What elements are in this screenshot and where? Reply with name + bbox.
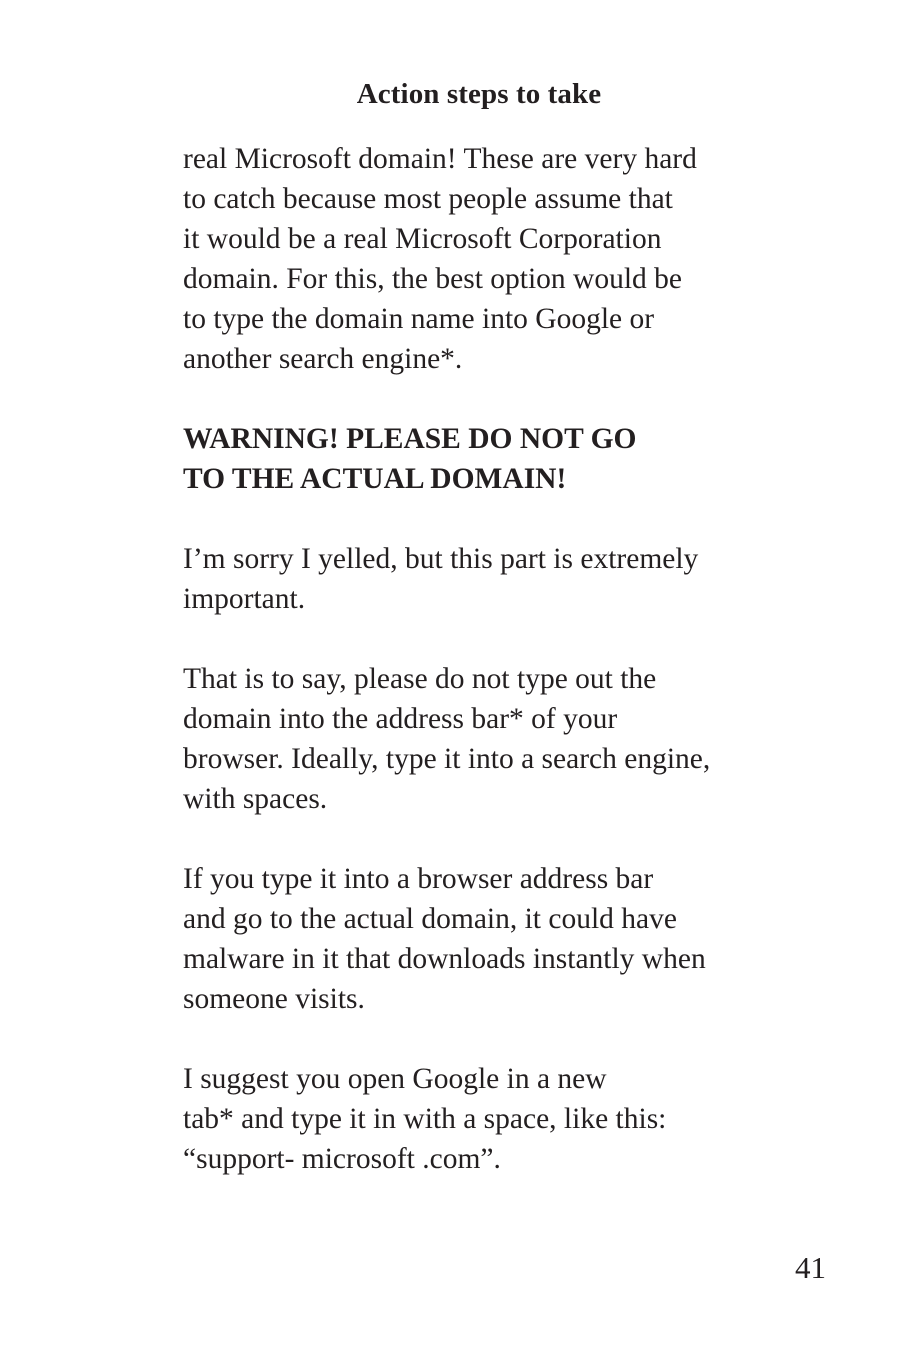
page-number: 41 xyxy=(795,1250,826,1285)
paragraph-warning: WARNING! PLEASE DO NOT GO TO THE ACTUAL DOMAIN! xyxy=(183,423,637,495)
paragraph-suggestion: I suggest you open Google in a new tab* and type it in with a space, like this: “support- microsoft .com”. xyxy=(183,1063,667,1175)
paragraph-apology: I’m sorry I yelled, but this part is extremely important. xyxy=(183,543,699,615)
body-text xyxy=(183,139,763,1219)
running-head-title: Action steps to take xyxy=(356,78,602,110)
paragraph-address-bar: That is to say, please do not type out the domain into the address bar* of your browser. Ideally, type it into a search engine, with spaces. xyxy=(183,663,711,815)
paragraph-microsoft-domain: real Microsoft domain! These are very hard to catch because most people assume that it would be a real Microsoft Corporation domain. For this, the best option would be to type the domain name into Google or another search engine*. xyxy=(183,143,697,375)
paragraph-malware: If you type it into a browser address bar and go to the actual domain, it could have malware in it that downloads instantly when someone visits. xyxy=(183,863,706,1015)
